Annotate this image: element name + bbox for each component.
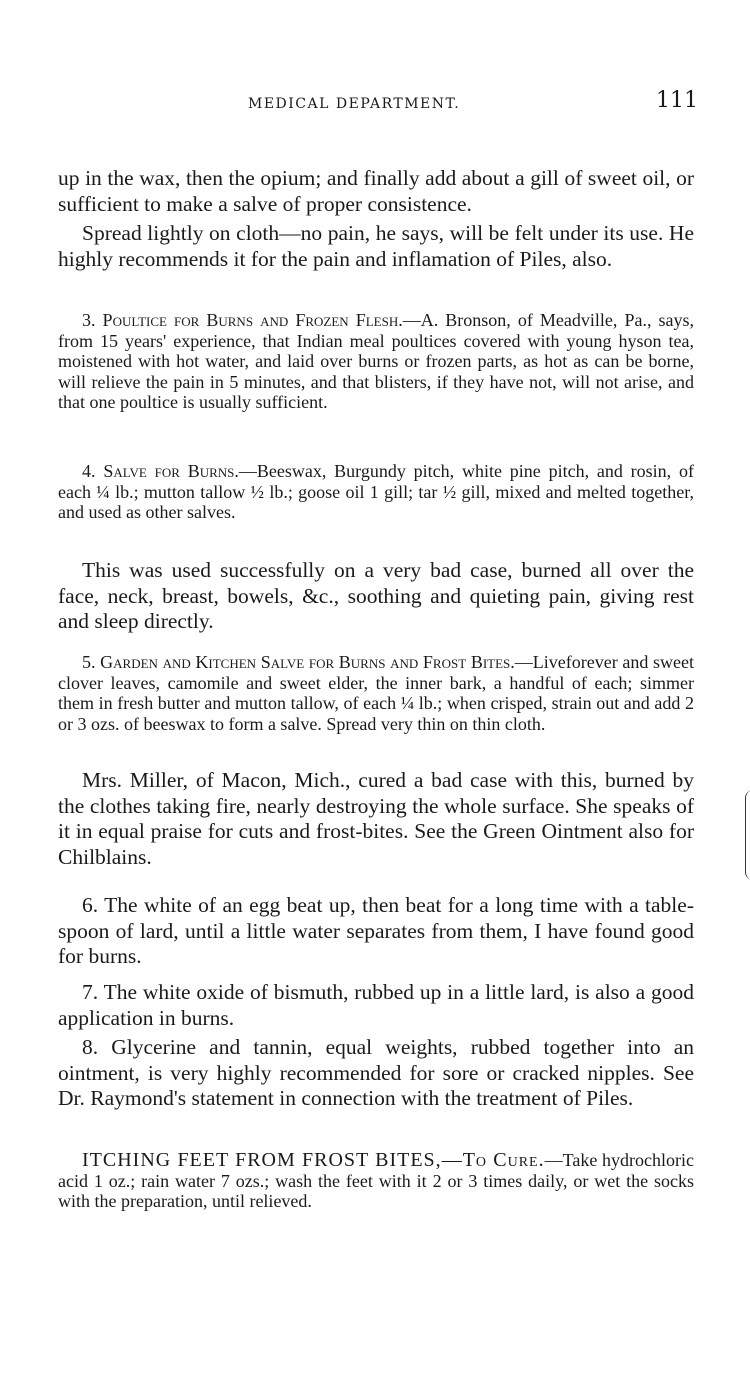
recipe-subheading: —To Cure. <box>441 1149 545 1171</box>
recipe-text: —Take hydrochloric acid 1 oz.; rain water 7 ozs.; wash the feet with it 2 or 3 times daily, or wet the socks with the preparation, until relieved. <box>58 1150 695 1212</box>
paragraph-text: 6. The white of an egg beat up, then beat for a long time with a table-spoon of lard, until a little water separates from them, I have found good for burns. <box>58 893 694 968</box>
recipe-heading: 4. Salve for Burns. <box>82 461 239 481</box>
paragraph-text: This was used successfully on a very bad case, burned all over the face, neck, breast, bowels, &c., soothing and quieting pain, giving rest and sleep directly. <box>58 558 694 633</box>
recipe-3-poultice <box>58 310 694 413</box>
paragraph-text: 7. The white oxide of bismuth, rubbed up in a little lard, is also a good application in burns. <box>58 980 694 1030</box>
page-header <box>58 88 698 118</box>
recipe-text: —A. Bronson, of Meadville, Pa., says, from 15 years' experience, that Indian meal poultices covered with young hyson tea, moistened with hot water, and laid over burns or frozen parts, as hot as can be borne, will relieve the pain in 5 minutes, and that blisters, if they have not, will not arise, and that one poultice is usually sufficient. <box>58 310 694 413</box>
margin-bracket-mark <box>745 790 750 880</box>
recipe-heading: 3. Poultice for Burns and Frozen Flesh. <box>82 310 403 330</box>
recipe-heading: 5. Garden and Kitchen Salve for Burns and Frost Bites. <box>82 652 515 672</box>
paragraph-text: 8. Glycerine and tannin, equal weights, rubbed together into an ointment, is very highly recommended for sore or cracked nipples. See Dr. Raymond's statement in connection with the treatment of Piles. <box>58 1035 694 1110</box>
page-number: 111 <box>656 88 698 113</box>
paragraph-spread-lightly <box>58 221 694 272</box>
paragraph-text: Mrs. Miller, of Macon, Mich., cured a bad case with this, burned by the clothes taking fire, nearly destroying the whole surface. She speaks of it in equal praise for cuts and frost-bites. See the Green Ointment also for Chilblains. <box>58 768 694 869</box>
recipe-heading: ITCHING FEET FROM FROST BITES, <box>82 1149 442 1171</box>
paragraph-text: up in the wax, then the opium; and finally add about a gill of sweet oil, or sufficient to make a salve of proper consistence. <box>58 166 694 216</box>
recipe-4-salve <box>58 461 694 523</box>
recipe-6-egg <box>58 893 694 970</box>
itching-feet-recipe <box>58 1150 694 1212</box>
recipe-8-glycerine <box>58 1035 694 1112</box>
recipe-7-bismuth <box>58 980 694 1031</box>
recipe-text: —Liveforever and sweet clover leaves, camomile and sweet elder, the inner bark, a handful of each; simmer them in fresh butter and mutton tallow, of each ¼ lb.; when crisped, strain out and add 2 or 3 ozs. of beeswax to form a salve. Spread very thin on thin cloth. <box>58 652 694 734</box>
recipe-text: —Beeswax, Burgundy pitch, white pine pitch, and rosin, of each ¼ lb.; mutton tallow ½ lb.; goose oil 1 gill; tar ½ gill, mixed and melted together, and used as other salves. <box>58 461 694 523</box>
paragraph-continuation <box>58 166 694 217</box>
paragraph-text: Spread lightly on cloth—no pain, he says, will be felt under its use. He highly recommends it for the pain and inflamation of Piles, also. <box>58 221 694 271</box>
running-title: MEDICAL DEPARTMENT. <box>248 96 461 112</box>
paragraph-mrs-miller <box>58 768 694 870</box>
recipe-5-garden-salve <box>58 652 694 734</box>
paragraph-used-successfully <box>58 558 694 635</box>
